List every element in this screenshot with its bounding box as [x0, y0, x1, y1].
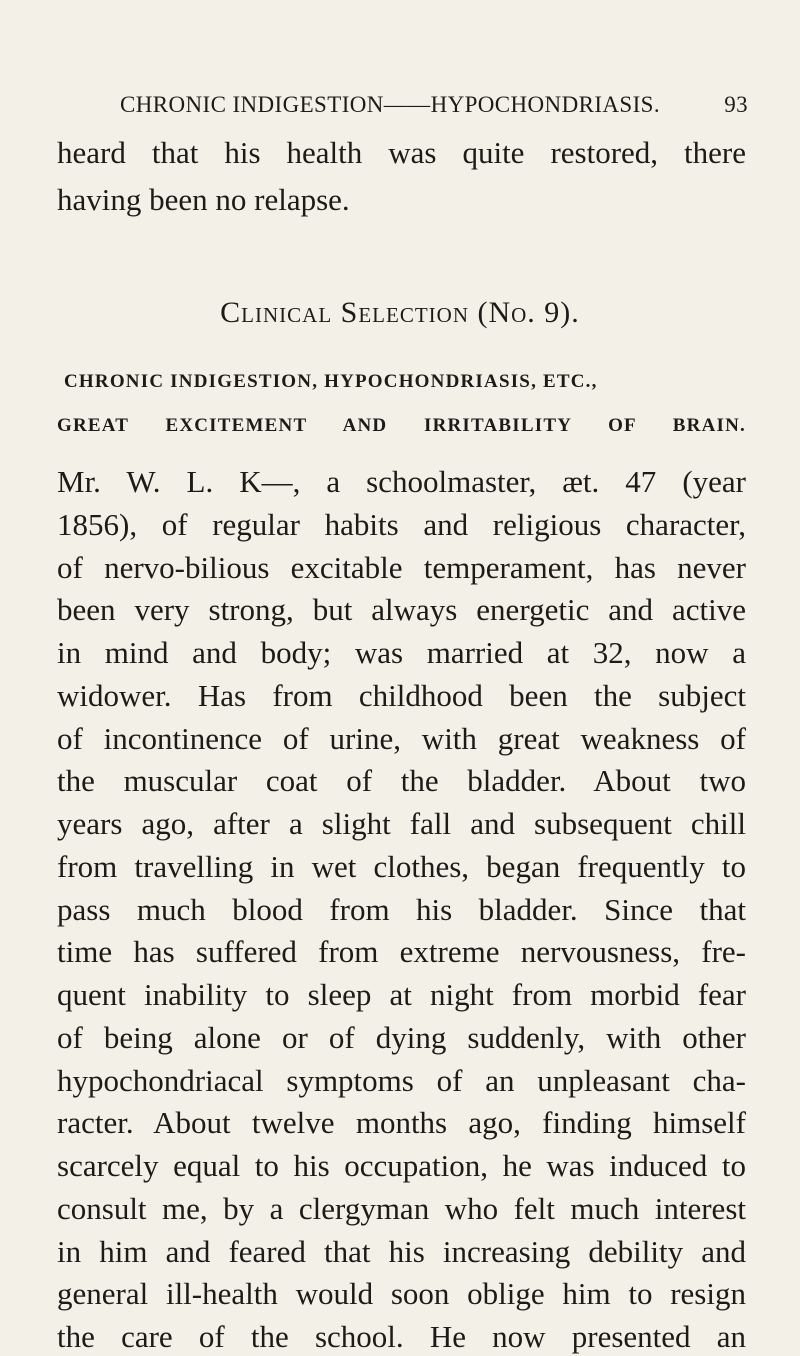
body-line: of nervo-bilious excitable temperament, has never [57, 550, 746, 585]
body-line: been very strong, but always energetic and active [57, 592, 746, 627]
body-line: time has suffered from extreme nervousness, fre- [57, 934, 746, 969]
body-line: the muscular coat of the bladder. About two [57, 763, 746, 798]
page-number: 93 [724, 92, 748, 117]
body-line: hypochondriacal symptoms of an unpleasant cha- [57, 1063, 746, 1098]
running-header [120, 92, 748, 120]
intro-line: having been no relapse. [57, 182, 350, 217]
body-line: quent inability to sleep at night from morbid fear [57, 977, 746, 1012]
section-subheading: GREAT EXCITEMENT AND IRRITABILITY OF BRAIN. [57, 415, 746, 436]
body-line: of incontinence of urine, with great weakness of [57, 721, 746, 756]
body-line: racter. About twelve months ago, finding himself [57, 1105, 746, 1140]
intro-line: heard that his health was quite restored, there [57, 135, 746, 170]
body-line: in mind and body; was married at 32, now a [57, 635, 746, 670]
body-line: years ago, after a slight fall and subsequent chill [57, 806, 746, 841]
body-line: 1856), of regular habits and religious character, [57, 507, 746, 542]
body-line: from travelling in wet clothes, began frequently to [57, 849, 746, 884]
body-line: of being alone or of dying suddenly, with other [57, 1020, 746, 1055]
body-line: Mr. W. L. K—, a schoolmaster, æt. 47 (year [57, 464, 746, 499]
body-line: consult me, by a clergyman who felt much interest [57, 1191, 746, 1226]
body-line: in him and feared that his increasing debility and [57, 1234, 746, 1269]
section-subheading: CHRONIC INDIGESTION, HYPOCHONDRIASIS, ETC., [64, 371, 598, 392]
body-line: the care of the school. He now presented an [57, 1319, 746, 1354]
section-title: Clinical Selection (No. 9). [220, 296, 580, 329]
running-title: CHRONIC INDIGESTION——HYPOCHONDRIASIS. [120, 92, 660, 117]
body-line: widower. Has from childhood been the subject [57, 678, 746, 713]
body-line: scarcely equal to his occupation, he was induced to [57, 1148, 746, 1183]
body-line: pass much blood from his bladder. Since that [57, 892, 746, 927]
body-line: general ill-health would soon oblige him to resign [57, 1276, 746, 1311]
